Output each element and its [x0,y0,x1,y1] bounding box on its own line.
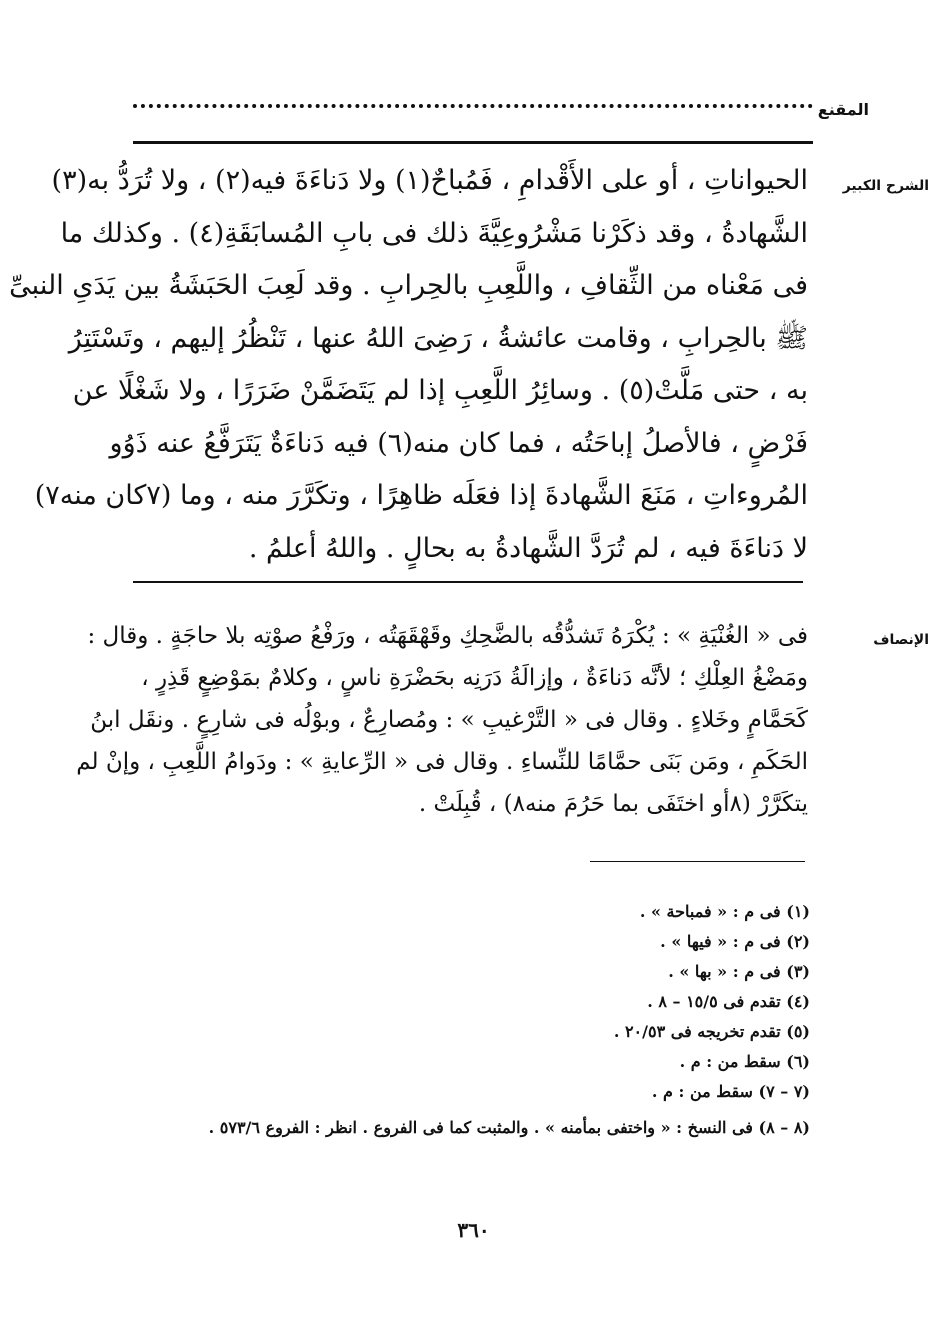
sharh-line: ﷺ بالحِرابِ ، وقامت عائشةُ ، رَضِىَ اللهُ عنها ، تَنْظُرُ إليهم ، وتَسْتَتِرُ [68,322,808,354]
section-divider [133,581,803,583]
dotted-leader [133,104,813,112]
page-number: ٣٦٠ [457,1218,490,1242]
section-label-sharh: الشرح الكبير [842,178,929,194]
footnote: (٨ – ٨) فى النسخ : « واختفى بمأمنه » . والمثبت كما فى الفروع . انظر : الفروع ٥٧٣/٦ . [208,1118,810,1137]
insaf-line: يتكَرَّرْ (٨أو اختَفَى بما حَرُمَ منه٨) ، قُبِلَتْ . [418,791,808,817]
footnote: (٤) تقدم فى ١٥/٥ – ٨ . [647,992,810,1011]
footnote: (٥) تقدم تخريجه فى ٢٠/٥٣ . [613,1022,810,1041]
insaf-line: فى « الغُنْيَةِ » : يُكْرَهُ تَشدُّقُه بالضَّحِكِ وقَهْقَهَتُه ، ورَفْعُ صوْتِه بلا حاجَةٍ . وقال : [87,623,808,649]
sharh-line: الحيواناتِ ، أو على الأَقْدامِ ، فَمُباحٌ(١) ولا دَناءَةَ فيه(٢) ، ولا تُرَدُّ به(٣) [51,165,808,196]
insaf-line: ومَضْغُ العِلْكِ ؛ لأنَّه دَناءَةٌ ، وإزالَةُ دَرَنِه بحَضْرَةِ ناسٍ ، وكلامٌ بمَوْضِعٍ قَذِرٍ ، [141,665,808,691]
header-rule [133,141,813,144]
sharh-text [9,155,808,575]
footnote: (٢) فى م : « فيها » . [660,932,810,951]
sharh-line: فى مَعْناه من الثِّقافِ ، واللَّعِبِ بالحِرابِ . وقد لَعِبَ الحَبَشَةُ بين يَدَىِ النبىِّ [9,270,808,301]
footnote-rule [590,861,805,862]
sharh-line: فَرْضٍ ، فالأصلُ إباحَتُه ، فما كان منه(٦) فيه دَناءَةٌ يَتَرَفَّعُ عنه ذَوُو [109,427,808,459]
sharh-line: لا دَناءَةَ فيه ، لم تُرَدَّ الشَّهادةُ به بحالٍ . واللهُ أعلمُ . [248,532,808,564]
sharh-line: المُروءاتِ ، مَنَعَ الشَّهادةَ إذا فعَلَه ظاهِرًا ، وتكَرَّرَ منه ، وما (٧كان منه٧) [34,480,808,511]
insaf-text [76,615,808,825]
footnote: (١) فى م : « فمباحة » . [639,902,810,921]
footnote: (٣) فى م : « بها » . [668,962,810,981]
sharh-line: الشَّهادةُ ، وقد ذكَرْنا مَشْرُوعِيَّةَ ذلك فى بابِ المُسابَقَةِ(٤) . وكذلك ما [60,217,808,249]
footnote: (٦) سقط من : م . [679,1052,810,1071]
insaf-line: الحَكَمِ ، ومَن بَنَى حمَّامًا للنِّساءِ . وقال فى « الرِّعايةِ » : ودَوامُ اللَّعِبِ ، وإنْ لم [76,749,808,775]
footnote: (٧ – ٧) سقط من : م . [651,1082,810,1101]
running-header-title: المقنع [817,100,869,119]
footnotes [200,897,810,1143]
insaf-line: كَحَمَّامٍ وخَلاءٍ . وقال فى « التَّرْغيبِ » : ومُصارِعٌ ، وبوْلُه فى شارِعٍ . ونقَل ابنُ [90,707,808,733]
section-label-insaf: الإنصاف [873,632,929,648]
sharh-line: به ، حتى مَلَّتْ(٥) . وسائِرُ اللَّعِبِ إذا لم يَتَضَمَّنْ ضَرَرًا ، ولا شَغْلًا عن [72,375,808,406]
